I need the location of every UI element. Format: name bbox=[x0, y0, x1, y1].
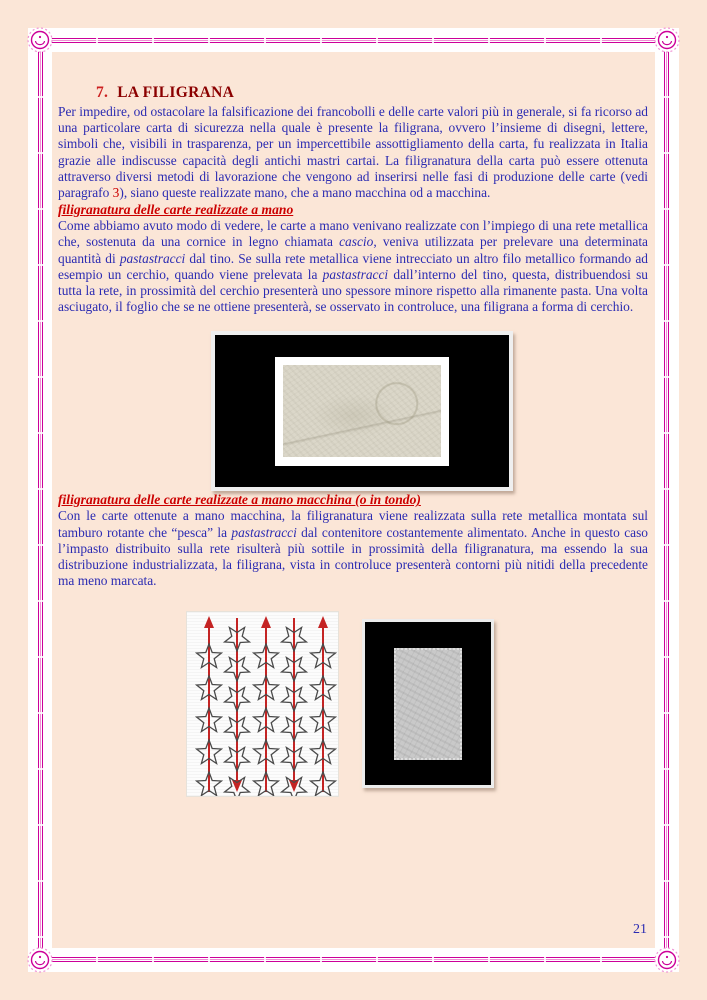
page-title bbox=[58, 84, 648, 102]
frame-line-top bbox=[42, 38, 665, 43]
frame-line-left bbox=[38, 42, 43, 958]
figure-stamp-watermark bbox=[362, 619, 494, 788]
intro-paragraph: Per impedire, od ostacolare la falsificazione dei francobolli e delle carte valori più in generale, si fa ricorso ad una particolare carta di sicurezza nella quale è presente la filigrana, ovvero l’insieme di disegni, lettere, simboli che, visibili in trasparenza, per un impercettibile assottigliamento della carta, fu realizzata in Italia grazie alle indiscusse capacità degli antichi mastri cartai. La filigranatura della carta può essere ottenuta attraverso diversi metodi di lavorazione che vengono ad inserirsi nelle fasi di produzione delle carte (vedi paragrafo 3), siano queste realizzate mano, che a mano macchina od a macchina. bbox=[58, 104, 648, 201]
handmade-paragraph: Come abbiamo avuto modo di vedere, le carte a mano venivano realizzate con l’impiego di una rete metallica che, sostenuta da una cornice in legno chiamata cascio, veniva utilizzata per prelevare una determinata quantità di pastastracci dal tino. Se sulla rete metallica viene intrecciato un altro filo metallico formando ad esempio un cerchio, quando viene prelevata la pastastracci dall’interno del tino, questa, distribuendosi su tutta la rete, in prossimità del cerchio presenterà uno spessore minore rispetto alla rimanente pasta. Una volta asciugato, il foglio che se ne ottiene presenterà, se osservato in controluce, una filigrana a forma di cerchio. bbox=[58, 218, 648, 315]
frame-line-right bbox=[664, 42, 669, 958]
star-watermark-pattern-image bbox=[186, 611, 339, 797]
corner-ornament-icon bbox=[653, 26, 681, 54]
corner-ornament-icon bbox=[26, 946, 54, 974]
page-content bbox=[50, 50, 657, 950]
figure-row bbox=[186, 611, 648, 797]
paper-mat bbox=[275, 357, 449, 466]
machine-paragraph: Con le carte ottenute a mano macchina, la filigranatura viene realizzata sulla rete metallica montata sul tamburo rotante che “pesca” la pastastracci dal contenitore costantemente alimentato. Anche in questo caso l’impasto distribuito sulla rete risulterà più sottile in prossimità della filigranatura, ma essendo la sua distribuzione industrializzata, la filigrana, vista in controluce presenterà contorni più nitidi della precedente ma meno marcata. bbox=[58, 508, 648, 589]
figure-handmade-watermark bbox=[211, 331, 513, 491]
section-number: 7. bbox=[96, 84, 109, 101]
corner-ornament-icon bbox=[653, 946, 681, 974]
page-number: 21 bbox=[633, 922, 647, 937]
subheading-handmade: filigranatura delle carte realizzate a mano bbox=[58, 202, 294, 218]
frame-line-bottom bbox=[42, 957, 665, 962]
subheading-machine: filigranatura delle carte realizzate a mano macchina (o in tondo) bbox=[58, 492, 421, 508]
section-title: LA FILIGRANA bbox=[117, 84, 235, 101]
stamp-back-image bbox=[394, 648, 462, 760]
watermarked-paper-image bbox=[283, 365, 441, 457]
